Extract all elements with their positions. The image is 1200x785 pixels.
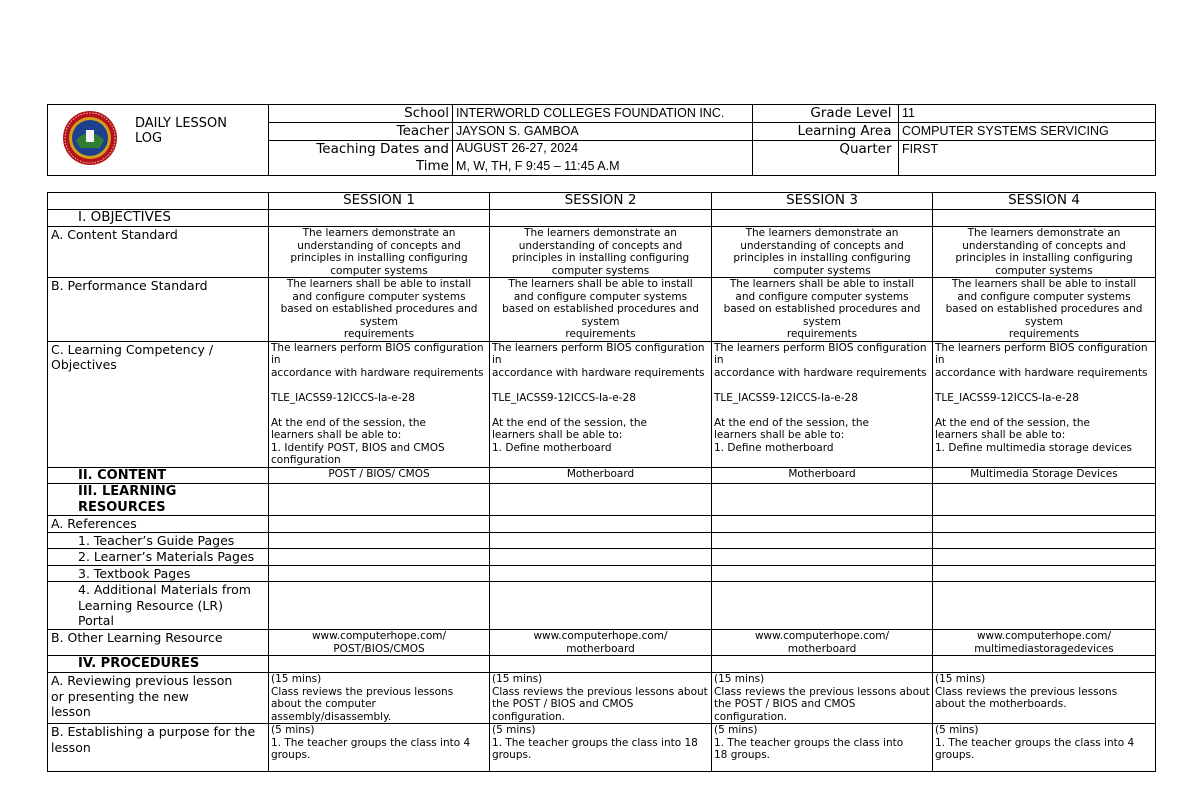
session-4-header: SESSION 4: [933, 193, 1156, 210]
table-row: [48, 467, 1156, 484]
reviewing-s4: (15 mins) Class reviews the previous lessons about the motherboards.: [933, 673, 1156, 724]
learners-materials-label: 2. Learner’s Materials Pages: [48, 549, 269, 566]
content-s3: Motherboard: [712, 467, 933, 484]
purpose-s2: (5 mins) 1. The teacher groups the class into 18 groups.: [490, 724, 712, 772]
quarter-value: FIRST: [899, 141, 1156, 176]
teaching-dates-value: AUGUST 26-27, 2024: [453, 141, 753, 159]
other-resource-s2: www.computerhope.com/ motherboard: [490, 630, 712, 656]
table-row: [48, 341, 1156, 467]
learning-area-value: COMPUTER SYSTEMS SERVICING: [899, 123, 1156, 141]
session-3-header: SESSION 3: [712, 193, 933, 210]
additional-materials-label: 4. Additional Materials from Learning Resource (LR) Portal: [48, 582, 269, 630]
other-resource-s1: www.computerhope.com/ POST/BIOS/CMOS: [269, 630, 490, 656]
logo-cell: [48, 105, 269, 176]
table-row: [48, 673, 1156, 724]
performance-standard-s3: The learners shall be able to install and configure computer systems based on established procedures and system requirements: [712, 278, 933, 342]
teacher-label: Teacher: [269, 123, 453, 141]
reviewing-label: A. Reviewing previous lesson or presenting the new lesson: [48, 673, 269, 724]
table-row: [48, 565, 1156, 582]
header-table: [47, 104, 1156, 176]
textbook-pages-label: 3. Textbook Pages: [48, 565, 269, 582]
grade-level-value: 11: [899, 105, 1156, 123]
content-standard-s2: The learners demonstrate an understanding of concepts and principles in installing configuring computer systems: [490, 227, 712, 278]
content-s1: POST / BIOS/ CMOS: [269, 467, 490, 484]
table-row: [48, 484, 1156, 516]
competency-s3: The learners perform BIOS configuration in accordance with hardware requirements TLE_IACSS9-12ICCS-Ia-e-28 At the end of the session, the learners shall be able to: 1. Define motherboard: [712, 341, 933, 467]
references-label: A. References: [48, 516, 269, 533]
time-label: Time: [269, 158, 453, 176]
quarter-label: Quarter: [753, 141, 895, 176]
purpose-label: B. Establishing a purpose for the lesson: [48, 724, 269, 772]
competency-s4: The learners perform BIOS configuration in accordance with hardware requirements TLE_IACSS9-12ICCS-Ia-e-28 At the end of the session, the learners shall be able to: 1. Define multimedia storage devices: [933, 341, 1156, 467]
content-standard-s4: The learners demonstrate an understanding of concepts and principles in installing configuring computer systems: [933, 227, 1156, 278]
reviewing-s3: (15 mins) Class reviews the previous lessons about the POST / BIOS and CMOS configuration.: [712, 673, 933, 724]
performance-standard-label: B. Performance Standard: [48, 278, 269, 342]
learning-area-label: Learning Area: [753, 123, 895, 141]
session-1-header: SESSION 1: [269, 193, 490, 210]
teachers-guide-label: 1. Teacher’s Guide Pages: [48, 532, 269, 549]
session-header-row: [48, 193, 1156, 210]
table-row: [48, 630, 1156, 656]
reviewing-s1: (15 mins) Class reviews the previous lessons about the computer assembly/disassembly.: [269, 673, 490, 724]
objectives-heading: I. OBJECTIVES: [48, 210, 269, 227]
content-s2: Motherboard: [490, 467, 712, 484]
table-row: [48, 549, 1156, 566]
reviewing-s2: (15 mins) Class reviews the previous lessons about the POST / BIOS and CMOS configuration.: [490, 673, 712, 724]
table-row: [48, 724, 1156, 772]
teacher-value: JAYSON S. GAMBOA: [453, 123, 753, 141]
session-2-header: SESSION 2: [490, 193, 712, 210]
other-resource-s3: www.computerhope.com/ motherboard: [712, 630, 933, 656]
content-s4: Multimedia Storage Devices: [933, 467, 1156, 484]
performance-standard-s2: The learners shall be able to install and configure computer systems based on established procedures and system requirements: [490, 278, 712, 342]
purpose-s3: (5 mins) 1. The teacher groups the class into 18 groups.: [712, 724, 933, 772]
purpose-s4: (5 mins) 1. The teacher groups the class into 4 groups.: [933, 724, 1156, 772]
content-standard-s3: The learners demonstrate an understanding of concepts and principles in installing configuring computer systems: [712, 227, 933, 278]
competency-s2: The learners perform BIOS configuration in accordance with hardware requirements TLE_IACSS9-12ICCS-Ia-e-28 At the end of the session, the learners shall be able to: 1. Define motherboard: [490, 341, 712, 467]
table-row: [48, 516, 1156, 533]
school-label: School: [269, 105, 453, 123]
procedures-heading: IV. PROCEDURES: [48, 656, 269, 673]
grade-level-label: Grade Level: [753, 105, 895, 123]
table-row: [48, 656, 1156, 673]
competency-s1: The learners perform BIOS configuration in accordance with hardware requirements TLE_IACSS9-12ICCS-Ia-e-28 At the end of the session, the learners shall be able to: 1. Identify POST, BIOS and CMOS configuration: [269, 341, 490, 467]
purpose-s1: (5 mins) 1. The teacher groups the class into 4 groups.: [269, 724, 490, 772]
teaching-dates-label: Teaching Dates and: [269, 141, 453, 159]
content-standard-s1: The learners demonstrate an understanding of concepts and principles in installing configuring computer systems: [269, 227, 490, 278]
other-resource-s4: www.computerhope.com/ multimediastoragedevices: [933, 630, 1156, 656]
other-resource-label: B. Other Learning Resource: [48, 630, 269, 656]
performance-standard-s1: The learners shall be able to install and configure computer systems based on established procedures and system requirements: [269, 278, 490, 342]
lesson-log-table: [47, 192, 1156, 772]
performance-standard-s4: The learners shall be able to install and configure computer systems based on established procedures and system requirements: [933, 278, 1156, 342]
school-value: INTERWORLD COLLEGES FOUNDATION INC.: [453, 105, 753, 123]
content-heading: II. CONTENT: [48, 467, 269, 484]
objectives-row: [48, 210, 1156, 227]
table-row: [48, 532, 1156, 549]
table-row: [48, 582, 1156, 630]
table-row: [48, 227, 1156, 278]
learning-resources-heading: III. LEARNING RESOURCES: [48, 484, 269, 516]
learning-competency-label: C. Learning Competency / Objectives: [48, 341, 269, 467]
document-title: DAILY LESSON LOG: [135, 116, 228, 146]
table-row: [48, 278, 1156, 342]
content-standard-label: A. Content Standard: [48, 227, 269, 278]
time-value: M, W, TH, F 9:45 – 11:45 A.M: [453, 158, 753, 176]
